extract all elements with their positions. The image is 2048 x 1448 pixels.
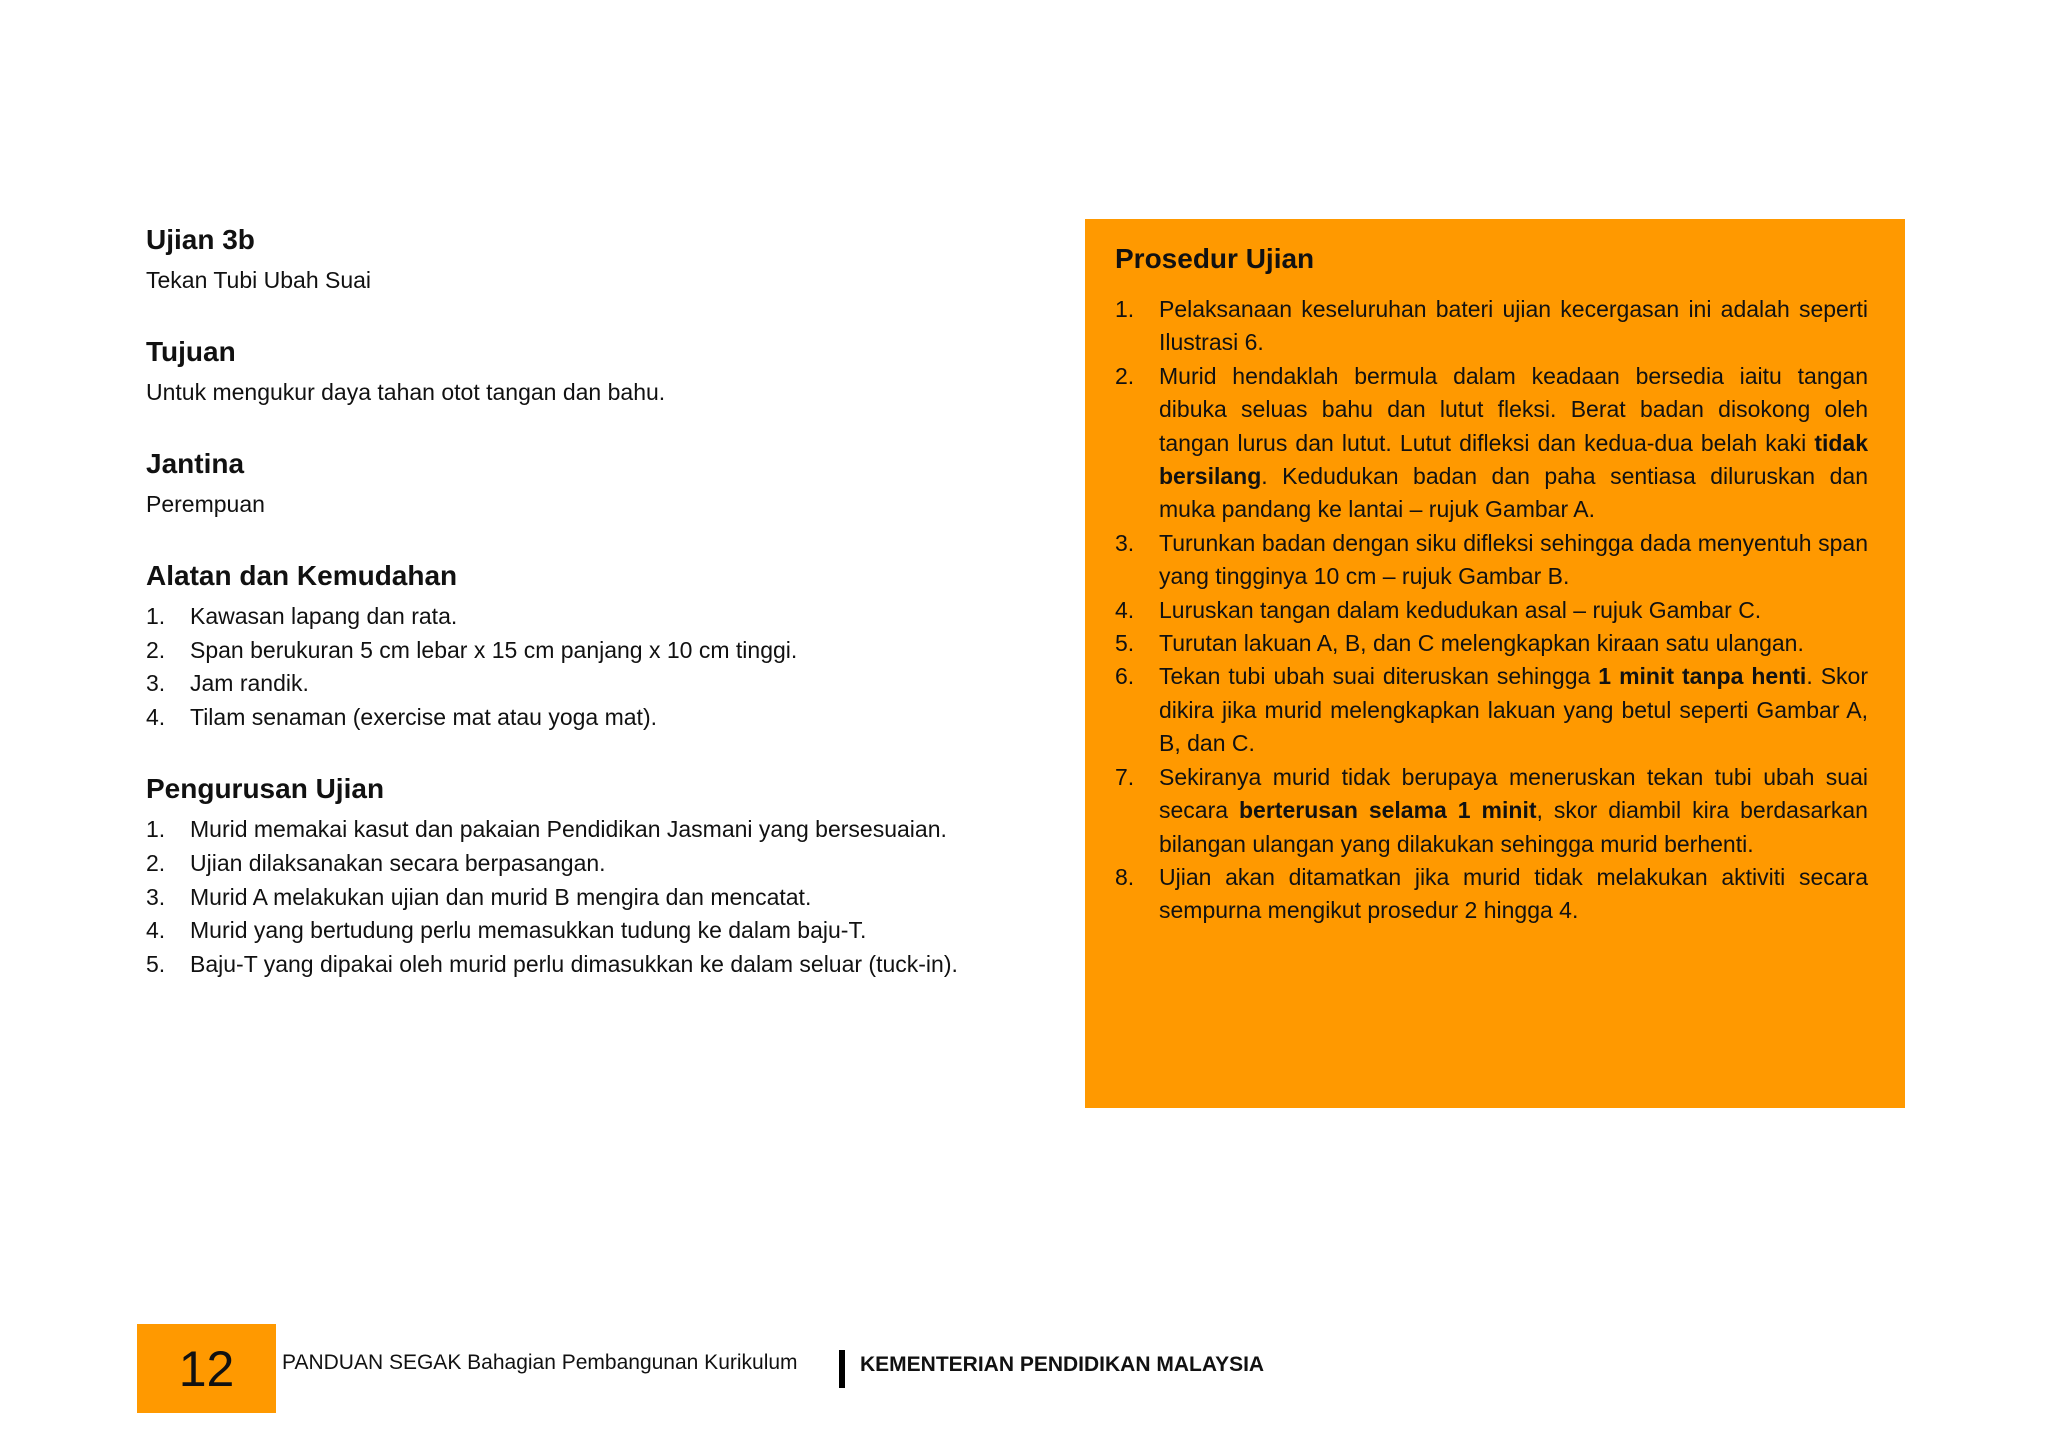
- test-section: [146, 222, 989, 297]
- prosedur-list: [1115, 293, 1868, 928]
- prosedur-item: 4. Luruskan tangan dalam kedudukan asal – rujuk Gambar C.: [1115, 596, 1762, 623]
- test-name: Tekan Tubi Ubah Suai: [146, 267, 372, 293]
- alatan-list: [146, 600, 989, 734]
- prosedur-item: 2. Murid hendaklah bermula dalam keadaan bersedia iaitu tangan dibuka seluas bahu dan lutut fleksi. Berat badan disokong oleh tangan lurus dan lutut. Lutut difleksi dan kedua-dua belah kaki tidak bersilang. Kedudukan badan dan paha sentiasa diluruskan dan muka pandang ke lantai – rujuk Gambar A.: [1115, 362, 1868, 523]
- tujuan-text: Untuk mengukur daya tahan otot tangan dan bahu.: [146, 379, 666, 405]
- jantina-heading: Jantina: [146, 448, 245, 479]
- alatan-heading: Alatan dan Kemudahan: [146, 560, 458, 591]
- page-number: 12: [137, 1324, 276, 1413]
- list-item: 2. Span berukuran 5 cm lebar x 15 cm panjang x 10 cm tinggi.: [146, 636, 798, 663]
- list-item: 3. Jam randik.: [146, 670, 309, 697]
- jantina-section: [146, 446, 989, 521]
- footer-divider: [839, 1350, 845, 1388]
- tujuan-section: [146, 334, 989, 409]
- jantina-text: Perempuan: [146, 491, 265, 517]
- test-heading: Ujian 3b: [146, 224, 255, 255]
- prosedur-heading: Prosedur Ujian: [1115, 243, 1315, 274]
- prosedur-box: [1085, 219, 1905, 1108]
- footer-ministry: KEMENTERIAN PENDIDIKAN MALAYSIA: [860, 1353, 1265, 1376]
- pengurusan-list: [146, 813, 989, 981]
- list-item: 1. Kawasan lapang dan rata.: [146, 603, 458, 629]
- list-item: 2. Ujian dilaksanakan secara berpasangan.: [146, 849, 606, 876]
- pengurusan-heading: Pengurusan Ujian: [146, 773, 385, 805]
- list-item: 5. Baju-T yang dipakai oleh murid perlu dimasukkan ke dalam seluar (tuck-in).: [146, 950, 958, 977]
- list-item: 1. Murid memakai kasut dan pakaian Pendidikan Jasmani yang bersesuaian.: [146, 816, 947, 843]
- list-item: 4. Tilam senaman (exercise mat atau yoga mat).: [146, 703, 657, 730]
- alatan-section: [146, 558, 989, 734]
- prosedur-item: 6. Tekan tubi ubah suai diteruskan sehingga 1 minit tanpa henti. Skor dikira jika murid melengkapkan lakuan yang betul seperti Gambar A, B, dan C.: [1115, 663, 1868, 757]
- left-column: [146, 222, 989, 1018]
- pengurusan-section: [146, 771, 989, 981]
- footer-guide-text: PANDUAN SEGAK Bahagian Pembangunan Kurikulum: [282, 1351, 798, 1374]
- tujuan-heading: Tujuan: [146, 336, 236, 367]
- prosedur-item: 8. Ujian akan ditamatkan jika murid tidak melakukan aktiviti secara sempurna mengikut prosedur 2 hingga 4.: [1115, 863, 1868, 924]
- prosedur-item: 3. Turunkan badan dengan siku difleksi sehingga dada menyentuh span yang tingginya 10 cm – rujuk Gambar B.: [1115, 529, 1868, 590]
- list-item: 4. Murid yang bertudung perlu memasukkan tudung ke dalam baju-T.: [146, 917, 867, 944]
- prosedur-item: 5. Turutan lakuan A, B, dan C melengkapkan kiraan satu ulangan.: [1115, 630, 1804, 657]
- prosedur-item: 7. Sekiranya murid tidak berupaya meneruskan tekan tubi ubah suai secara berterusan selama 1 minit, skor diambil kira berdasarkan bilangan ulangan yang dilakukan sehingga murid berhenti.: [1115, 763, 1868, 857]
- prosedur-item: 1. Pelaksanaan keseluruhan bateri ujian kecergasan ini adalah seperti Ilustrasi 6.: [1115, 296, 1868, 356]
- list-item: 3. Murid A melakukan ujian dan murid B mengira dan mencatat.: [146, 883, 812, 910]
